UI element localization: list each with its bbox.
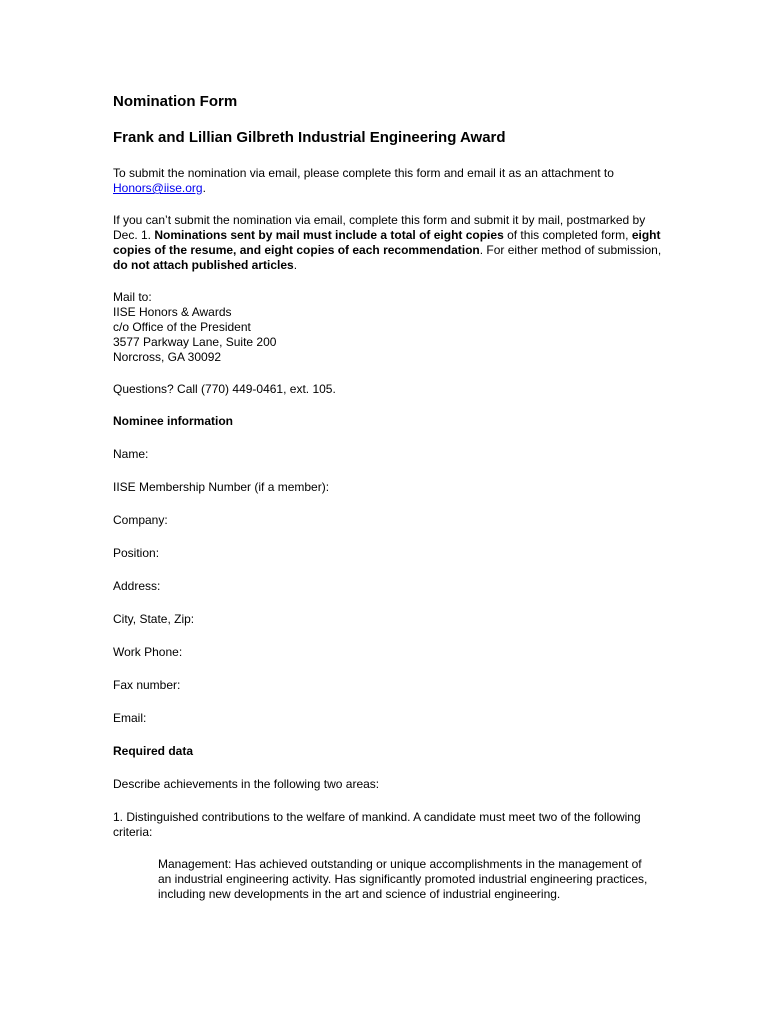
required-data-heading: Required data (113, 744, 194, 758)
mailing-address (113, 290, 673, 365)
field-company: Company: (113, 513, 168, 527)
email-instructions-end: . (202, 181, 206, 195)
address-line: Norcross, GA 30092 (113, 350, 222, 364)
mail-bold-1: Nominations sent by mail must include a total of eight copies (154, 228, 504, 242)
field-address: Address: (113, 579, 161, 593)
page-title: Nomination Form (113, 93, 238, 110)
field-email: Email: (113, 711, 147, 725)
field-name: Name: (113, 447, 149, 461)
criteria-item-1: 1. Distinguished contributions to the welfare of mankind. A candidate must meet two of the following criteria: (113, 810, 641, 839)
mail-text-4: . (293, 258, 298, 272)
address-line: 3577 Parkway Lane, Suite 200 (113, 335, 277, 349)
field-city-state-zip: City, State, Zip: (113, 612, 195, 626)
address-line: IISE Honors & Awards (113, 305, 232, 319)
mail-bold-2: eight copies of the resume, and eight copies of each recommendation (113, 228, 661, 257)
field-work-phone: Work Phone: (113, 645, 183, 659)
document-page (113, 92, 673, 902)
award-title: Frank and Lillian Gilbreth Industrial Engineering Award (113, 129, 506, 146)
describe-instructions: Describe achievements in the following two areas: (113, 777, 380, 791)
email-instructions (113, 166, 673, 196)
field-fax-number: Fax number: (113, 678, 181, 692)
mail-instructions (113, 213, 673, 273)
mail-text-2: of this completed form, (507, 228, 629, 242)
nominee-heading: Nominee information (113, 414, 234, 428)
mail-text-3: . For either method of submission, (479, 243, 662, 257)
mail-to-label: Mail to: (113, 290, 152, 304)
field-membership-number: IISE Membership Number (if a member): (113, 480, 330, 494)
email-link[interactable]: Honors@iise.org (113, 181, 203, 195)
questions-line: Questions? Call (770) 449-0461, ext. 105. (113, 382, 336, 396)
field-position: Position: (113, 546, 160, 560)
mail-bold-3: do not attach published articles (113, 258, 294, 272)
email-instructions-text: To submit the nomination via email, please complete this form and email it as an attachment to (113, 166, 614, 180)
address-line: c/o Office of the President (113, 320, 251, 334)
management-criterion: Management: Has achieved outstanding or unique accomplishments in the management of an industrial engineering activity. Has significantly promoted industrial engineering practices, including new developments in the art and science of industrial engineering. (158, 857, 648, 901)
mail-text-1: If you can’t submit the nomination via email, complete this form and submit it by mail, postmarked by Dec. 1. (113, 213, 646, 242)
